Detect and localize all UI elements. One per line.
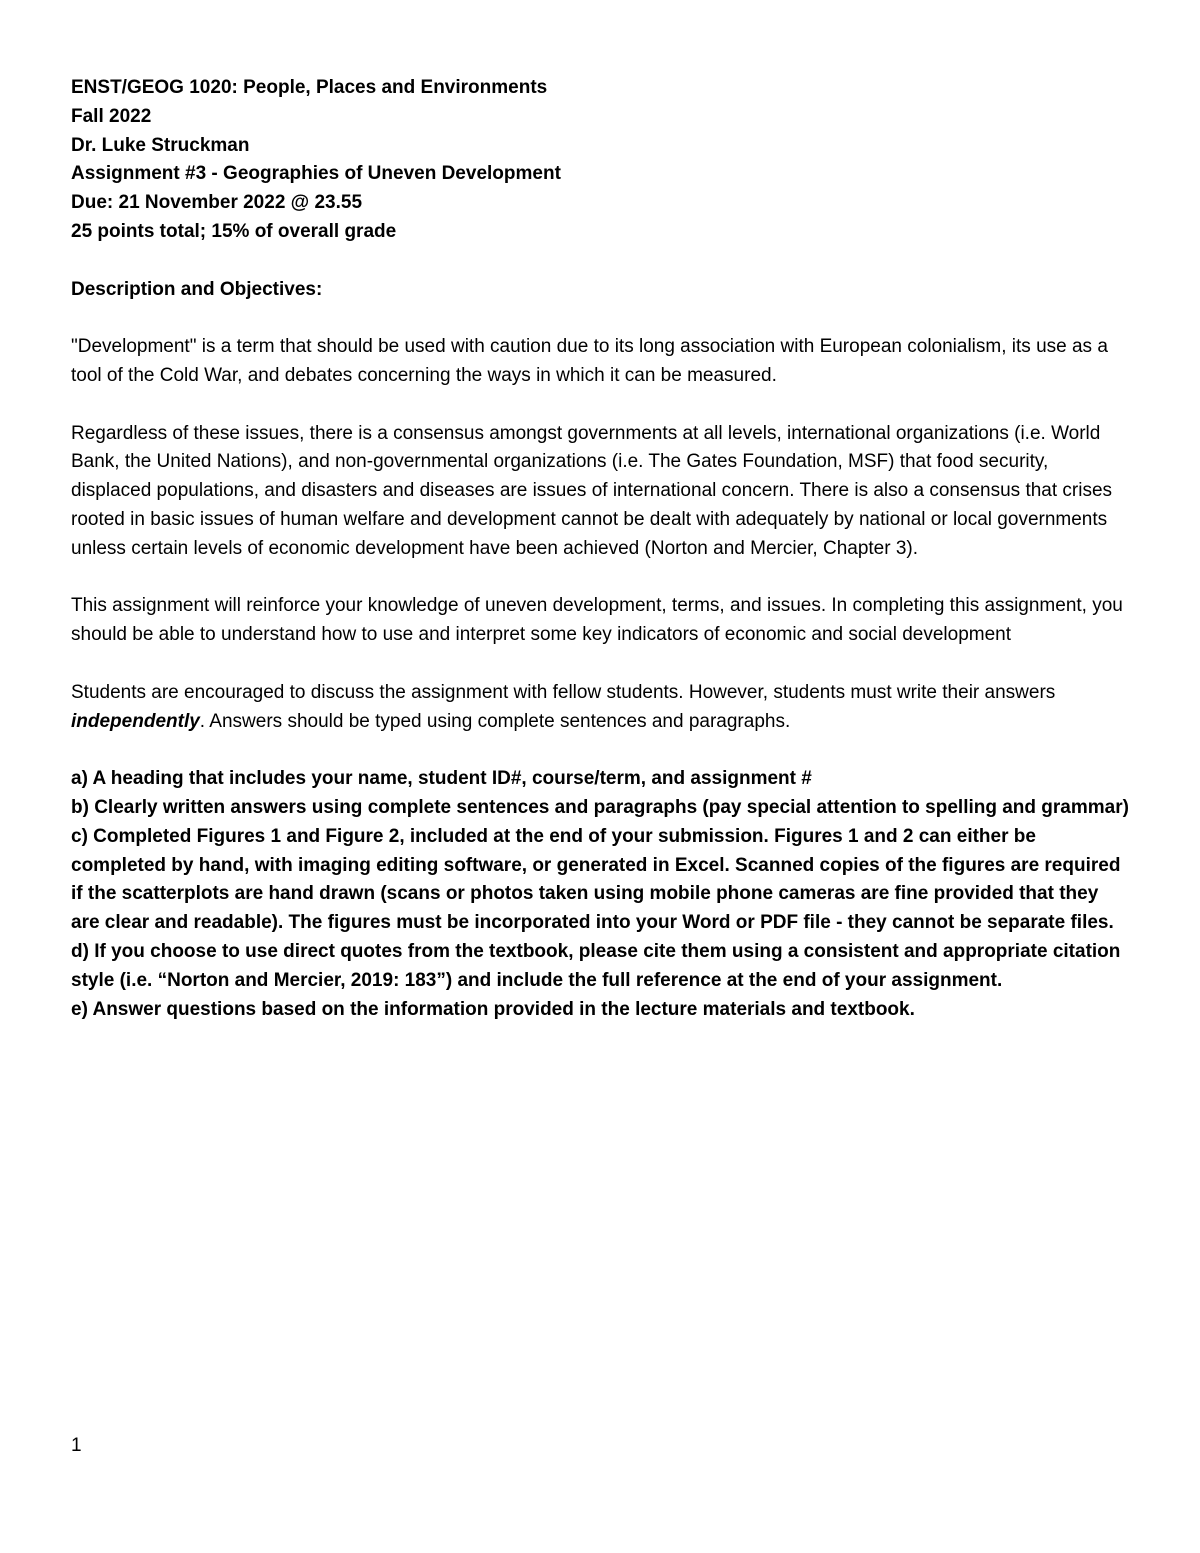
requirement-item-a: a) A heading that includes your name, student ID#, course/term, and assignment # — [71, 768, 812, 790]
assignment-title: Assignment #3 - Geographies of Uneven Development — [71, 163, 561, 185]
due-date: Due: 21 November 2022 @ 23.55 — [71, 192, 363, 214]
description-paragraph-4 — [71, 679, 1131, 737]
para4-text-end: . Answers should be typed using complete sentences and paragraphs. — [199, 710, 791, 732]
instructor: Dr. Luke Struckman — [71, 134, 250, 156]
requirements-list — [71, 765, 1131, 1024]
description-paragraph-3: This assignment will reinforce your knowledge of uneven development, terms, and issues. In completing this assignment, you should be able to understand how to use and interpret some key indicators of economic and social development — [71, 595, 1123, 646]
assignment-header — [71, 74, 1131, 247]
term: Fall 2022 — [71, 105, 152, 127]
course-title: ENST/GEOG 1020: People, Places and Environments — [71, 77, 548, 98]
page-number: 1 — [71, 1435, 82, 1456]
points-total: 25 points total; 15% of overall grade — [71, 220, 397, 242]
description-heading: Description and Objectives: — [71, 278, 323, 300]
description-paragraph-2: Regardless of these issues, there is a consensus amongst governments at all levels, international organizations (i.e. World Bank, the United Nations), and non-governmental organizations (i.e. The Gates Foundation, MSF) that food security, displaced populations, and disasters and diseases are issues of international concern. There is also a consensus that crises rooted in basic issues of human welfare and development cannot be dealt with adequately by national or local governments unless certain levels of economic development have been achieved (Norton and Mercier, Chapter 3). — [71, 422, 1113, 559]
requirement-item-b: b) Clearly written answers using complete sentences and paragraphs (pay special attention to spelling and grammar) — [71, 796, 1129, 818]
requirement-item-c: c) Completed Figures 1 and Figure 2, included at the end of your submission. Figures 1 and 2 can either be completed by hand, with imaging editing software, or generated in Excel. Scanned copies of the figures are required if the scatterplots are hand drawn (scans or photos taken using mobile phone cameras are fine provided that they are clear and readable). The figures must be incorporated into your Word or PDF file - they cannot be separate files. — [71, 825, 1121, 934]
document-content — [71, 74, 1131, 1024]
para4-text-start: Students are encouraged to discuss the assignment with fellow students. However, students must write their answers — [71, 681, 1056, 703]
para4-emphasis: independently — [71, 710, 200, 732]
requirement-item-d: d) If you choose to use direct quotes from the textbook, please cite them using a consistent and appropriate citation style (i.e. “Norton and Mercier, 2019: 183”) and include the full reference at the end of your assignment. — [71, 940, 1121, 991]
description-paragraph-1: "Development" is a term that should be used with caution due to its long association with European colonialism, its use as a tool of the Cold War, and debates concerning the ways in which it can be measured. — [71, 336, 1108, 386]
requirement-item-e: e) Answer questions based on the information provided in the lecture materials and textbook. — [71, 998, 915, 1020]
